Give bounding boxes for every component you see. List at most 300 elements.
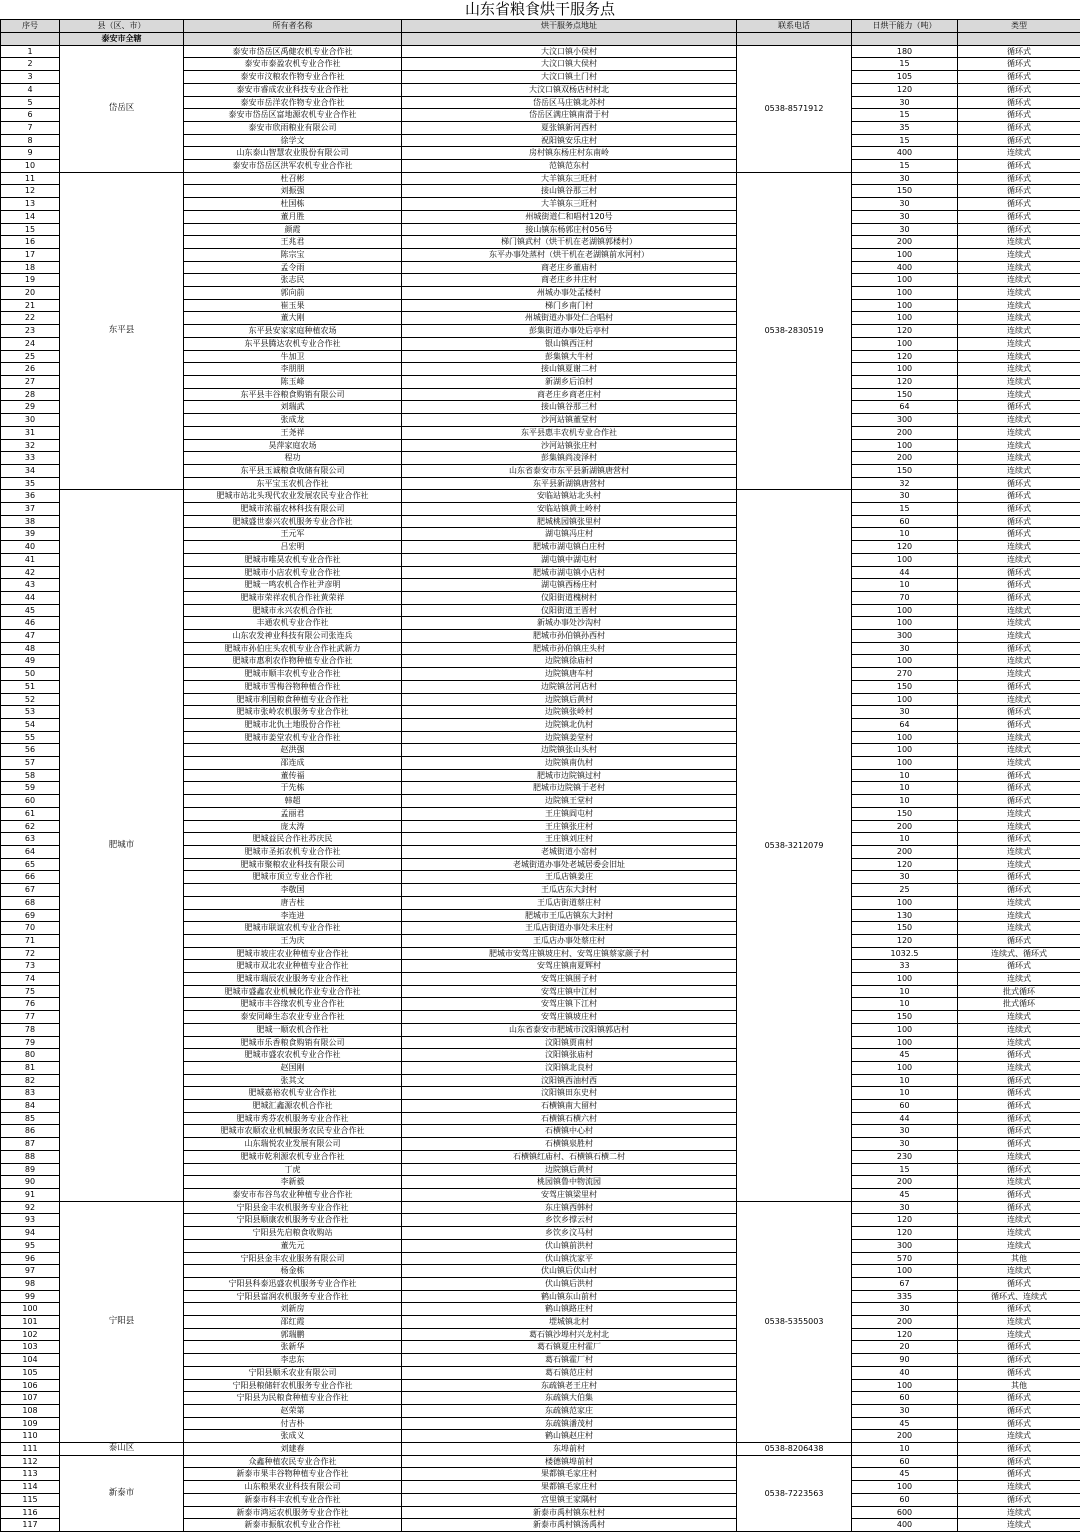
capacity-cell: 30 <box>852 871 958 884</box>
row-index: 91 <box>1 1188 60 1201</box>
address-cell: 东疏镇大伯集 <box>402 1392 737 1405</box>
type-cell: 连续式 <box>958 1150 1080 1163</box>
capacity-cell: 100 <box>852 1036 958 1049</box>
type-cell: 连续式 <box>958 630 1080 643</box>
address-cell: 边院镇张岭村 <box>402 706 737 719</box>
address-cell: 安临站镇黄土岭村 <box>402 503 737 516</box>
capacity-cell: 45 <box>852 1417 958 1430</box>
owner-cell: 泰安市汶粮农作物专业合作社 <box>184 71 402 84</box>
address-cell: 伏山镇前洪村 <box>402 1239 737 1252</box>
capacity-cell: 120 <box>852 1227 958 1240</box>
capacity-cell: 120 <box>852 934 958 947</box>
type-cell: 循环式 <box>958 1468 1080 1481</box>
row-index: 107 <box>1 1392 60 1405</box>
row-index: 52 <box>1 693 60 706</box>
owner-cell: 泰安市岳洋农作物专业合作社 <box>184 96 402 109</box>
address-cell: 王庄镇张庄村 <box>402 820 737 833</box>
row-index: 28 <box>1 388 60 401</box>
address-cell: 边院镇唐车村 <box>402 668 737 681</box>
capacity-cell: 30 <box>852 223 958 236</box>
capacity-cell: 15 <box>852 134 958 147</box>
owner-cell: 肥城市乾利源农机专业合作社 <box>184 1150 402 1163</box>
row-index: 109 <box>1 1417 60 1430</box>
capacity-cell: 20 <box>852 1341 958 1354</box>
row-index: 41 <box>1 553 60 566</box>
owner-cell: 郭向前 <box>184 287 402 300</box>
owner-cell: 庞太涛 <box>184 820 402 833</box>
table-row <box>1 45 1080 58</box>
row-index: 15 <box>1 223 60 236</box>
address-cell: 彭集镇大牛村 <box>402 350 737 363</box>
type-cell: 连续式 <box>958 337 1080 350</box>
capacity-cell: 10 <box>852 579 958 592</box>
owner-cell: 肥城市双北农业种植专业合作社 <box>184 960 402 973</box>
capacity-cell: 150 <box>852 464 958 477</box>
row-index: 59 <box>1 782 60 795</box>
capacity-cell: 100 <box>852 248 958 261</box>
capacity-cell: 120 <box>852 350 958 363</box>
row-index: 70 <box>1 922 60 935</box>
row-index: 11 <box>1 172 60 185</box>
capacity-cell: 40 <box>852 1366 958 1379</box>
owner-cell: 肥城市顶立专业合作社 <box>184 871 402 884</box>
address-cell: 伏山镇后伏山村 <box>402 1265 737 1278</box>
address-cell: 大汶口镇双杨店村村北 <box>402 83 737 96</box>
capacity-cell: 120 <box>852 1214 958 1227</box>
address-cell: 湖屯镇冯庄村 <box>402 528 737 541</box>
type-cell: 连续式 <box>958 147 1080 160</box>
type-cell: 循环式 <box>958 1100 1080 1113</box>
county-cell: 岱岳区 <box>60 45 184 172</box>
owner-cell: 新泰市振航农机专业合作社 <box>184 1519 402 1532</box>
capacity-cell: 70 <box>852 591 958 604</box>
type-cell: 循环式 <box>958 833 1080 846</box>
owner-cell: 丰通农机专业合作社 <box>184 617 402 630</box>
row-index: 12 <box>1 185 60 198</box>
capacity-cell: 150 <box>852 680 958 693</box>
address-cell: 东庄镇西韩村 <box>402 1201 737 1214</box>
type-cell: 循环式 <box>958 1443 1080 1456</box>
row-index: 43 <box>1 579 60 592</box>
capacity-cell: 120 <box>852 375 958 388</box>
owner-cell: 肥城市顺丰农机专业合作社 <box>184 668 402 681</box>
region-row <box>1 33 1080 46</box>
capacity-cell: 60 <box>852 1493 958 1506</box>
owner-cell: 新泰市果丰谷物种植专业合作社 <box>184 1468 402 1481</box>
type-cell: 连续式 <box>958 287 1080 300</box>
address-cell: 桃园镇鲁中物流园 <box>402 1176 737 1189</box>
type-cell: 连续式 <box>958 1011 1080 1024</box>
type-cell: 连续式 <box>958 757 1080 770</box>
capacity-cell: 150 <box>852 807 958 820</box>
row-index: 30 <box>1 414 60 427</box>
row-index: 26 <box>1 363 60 376</box>
row-index: 44 <box>1 591 60 604</box>
type-cell: 循环式 <box>958 109 1080 122</box>
type-cell: 连续式 <box>958 452 1080 465</box>
owner-cell: 肥城市北仇土地股份合作社 <box>184 718 402 731</box>
owner-cell: 泰安市岱岳区富地源农机专业合作社 <box>184 109 402 122</box>
capacity-cell: 100 <box>852 744 958 757</box>
address-cell: 王瓜店东大封村 <box>402 884 737 897</box>
owner-cell: 张其文 <box>184 1074 402 1087</box>
address-cell: 东平办事处蒸村（烘干机在老湖镇前水河村） <box>402 248 737 261</box>
capacity-cell: 100 <box>852 1061 958 1074</box>
address-cell: 肥城市边院镇过村 <box>402 769 737 782</box>
address-cell: 葛石镇夏庄村霍厂 <box>402 1341 737 1354</box>
type-cell: 循环式 <box>958 934 1080 947</box>
address-cell: 彭集街道办事处后亭村 <box>402 325 737 338</box>
type-cell: 连续式 <box>958 439 1080 452</box>
row-index: 7 <box>1 121 60 134</box>
row-index: 95 <box>1 1239 60 1252</box>
owner-cell: 新泰市鸿运农机服务专业合作社 <box>184 1506 402 1519</box>
type-cell: 连续式 <box>958 426 1080 439</box>
address-cell: 王瓜店街道办事处未庄村 <box>402 922 737 935</box>
owner-cell: 宁阳县金丰农机服务专业合作社 <box>184 1201 402 1214</box>
owner-cell: 赵国刚 <box>184 1061 402 1074</box>
capacity-cell: 45 <box>852 1049 958 1062</box>
owner-cell: 肥城市盛农农机专业合作社 <box>184 1049 402 1062</box>
type-cell: 连续式 <box>958 655 1080 668</box>
capacity-cell: 200 <box>852 1176 958 1189</box>
capacity-cell: 100 <box>852 363 958 376</box>
row-index: 9 <box>1 147 60 160</box>
owner-cell: 刘瑞武 <box>184 401 402 414</box>
type-cell: 连续式 <box>958 312 1080 325</box>
capacity-cell: 100 <box>852 1023 958 1036</box>
row-index: 75 <box>1 985 60 998</box>
row-index: 99 <box>1 1290 60 1303</box>
type-cell: 连续式 <box>958 1239 1080 1252</box>
row-index: 48 <box>1 642 60 655</box>
type-cell: 连续式 <box>958 388 1080 401</box>
row-index: 23 <box>1 325 60 338</box>
row-index: 22 <box>1 312 60 325</box>
owner-cell: 泰安市岱岳区禹健农机专业合作社 <box>184 45 402 58</box>
type-cell: 连续式 <box>958 1430 1080 1443</box>
row-index: 31 <box>1 426 60 439</box>
phone-cell: 0538-2830519 <box>737 172 852 490</box>
address-cell: 老城街道办事处老城居委会旧址 <box>402 858 737 871</box>
type-cell: 循环式 <box>958 1277 1080 1290</box>
capacity-cell: 180 <box>852 45 958 58</box>
row-index: 83 <box>1 1087 60 1100</box>
row-index: 10 <box>1 160 60 173</box>
capacity-cell: 30 <box>852 490 958 503</box>
address-cell: 楼德镇埠前村 <box>402 1455 737 1468</box>
row-index: 57 <box>1 757 60 770</box>
owner-cell: 崔玉果 <box>184 299 402 312</box>
address-cell: 安驾庄镇下江村 <box>402 998 737 1011</box>
type-cell: 循环式 <box>958 83 1080 96</box>
county-cell: 泰山区 <box>60 1443 184 1456</box>
address-cell: 大汶口镇小侯村 <box>402 45 737 58</box>
owner-cell: 肥城汇鑫源农机合作社 <box>184 1100 402 1113</box>
capacity-cell: 30 <box>852 1404 958 1417</box>
type-cell: 循环式 <box>958 401 1080 414</box>
capacity-cell: 200 <box>852 1316 958 1329</box>
address-cell: 房村镇东杨庄村东南岭 <box>402 147 737 160</box>
address-cell: 仪阳街道槐树村 <box>402 591 737 604</box>
table-row <box>1 1455 1080 1468</box>
capacity-cell: 10 <box>852 528 958 541</box>
row-index: 20 <box>1 287 60 300</box>
row-index: 39 <box>1 528 60 541</box>
owner-cell: 邵红霞 <box>184 1316 402 1329</box>
capacity-cell: 120 <box>852 325 958 338</box>
capacity-cell: 10 <box>852 795 958 808</box>
row-index: 6 <box>1 109 60 122</box>
address-cell: 葛石镇霍厂村 <box>402 1354 737 1367</box>
row-index: 47 <box>1 630 60 643</box>
owner-cell: 新泰市科丰农机专业合作社 <box>184 1493 402 1506</box>
owner-cell: 杜国栋 <box>184 198 402 211</box>
row-index: 64 <box>1 846 60 859</box>
row-index: 114 <box>1 1481 60 1494</box>
address-cell: 梯门乡南门村 <box>402 299 737 312</box>
type-cell: 连续式 <box>958 858 1080 871</box>
owner-cell: 宁阳县顺禾农业有限公司 <box>184 1366 402 1379</box>
type-cell: 连续式 <box>958 731 1080 744</box>
row-index: 94 <box>1 1227 60 1240</box>
row-index: 29 <box>1 401 60 414</box>
owner-cell: 肥城市姜堂农机专业合作社 <box>184 731 402 744</box>
owner-cell: 牛加卫 <box>184 350 402 363</box>
owner-cell: 肥城市张岭农机服务专业合作社 <box>184 706 402 719</box>
capacity-cell: 25 <box>852 884 958 897</box>
address-cell: 肥城市孙伯镇庄头村 <box>402 642 737 655</box>
owner-cell: 肥城市站北头现代农业发展农民专业合作社 <box>184 490 402 503</box>
address-cell: 东平县新湖镇唐营村 <box>402 477 737 490</box>
row-index: 38 <box>1 515 60 528</box>
header-address: 烘干服务点地址 <box>402 20 737 33</box>
type-cell: 循环式 <box>958 1404 1080 1417</box>
type-cell: 连续式 <box>958 375 1080 388</box>
owner-cell: 韩超 <box>184 795 402 808</box>
owner-cell: 泰安市睿成农业科技专业合作社 <box>184 83 402 96</box>
row-index: 79 <box>1 1036 60 1049</box>
capacity-cell: 60 <box>852 515 958 528</box>
address-cell: 安驾庄镇围子村 <box>402 973 737 986</box>
type-cell: 连续式 <box>958 325 1080 338</box>
row-index: 101 <box>1 1316 60 1329</box>
type-cell: 循环式 <box>958 490 1080 503</box>
owner-cell: 肥城市唯昊农机专业合作社 <box>184 553 402 566</box>
capacity-cell: 10 <box>852 782 958 795</box>
row-index: 66 <box>1 871 60 884</box>
type-cell: 连续式 <box>958 1265 1080 1278</box>
type-cell: 循环式 <box>958 1138 1080 1151</box>
address-cell: 湖屯镇中湖屯村 <box>402 553 737 566</box>
address-cell: 王瓜店镇姜庄 <box>402 871 737 884</box>
address-cell: 商老庄乡商老庄村 <box>402 388 737 401</box>
address-cell: 商老庄乡井庄村 <box>402 274 737 287</box>
address-cell: 安临站镇站北头村 <box>402 490 737 503</box>
row-index: 96 <box>1 1252 60 1265</box>
type-cell: 连续式 <box>958 541 1080 554</box>
type-cell: 连续式 <box>958 464 1080 477</box>
header-index: 序号 <box>1 20 60 33</box>
row-index: 46 <box>1 617 60 630</box>
capacity-cell: 200 <box>852 426 958 439</box>
owner-cell: 宁阳县顺康农机服务专业合作社 <box>184 1214 402 1227</box>
owner-cell: 山东瑞悦农业发展有限公司 <box>184 1138 402 1151</box>
table-row <box>1 490 1080 503</box>
row-index: 61 <box>1 807 60 820</box>
type-cell: 循环式 <box>958 1417 1080 1430</box>
type-cell: 循环式 <box>958 680 1080 693</box>
owner-cell: 肥城市丰谷缘农机专业合作社 <box>184 998 402 1011</box>
address-cell: 老城街道小窑村 <box>402 846 737 859</box>
type-cell: 连续式 <box>958 909 1080 922</box>
row-index: 14 <box>1 210 60 223</box>
owner-cell: 肥城市乐香粮食购销有限公司 <box>184 1036 402 1049</box>
address-cell: 汶阳镇北良村 <box>402 1061 737 1074</box>
row-index: 24 <box>1 337 60 350</box>
row-index: 25 <box>1 350 60 363</box>
capacity-cell: 15 <box>852 109 958 122</box>
address-cell: 肥城市湖屯镇小店村 <box>402 566 737 579</box>
capacity-cell: 100 <box>852 617 958 630</box>
capacity-cell: 230 <box>852 1150 958 1163</box>
capacity-cell: 100 <box>852 287 958 300</box>
row-index: 76 <box>1 998 60 1011</box>
type-cell: 循环式 <box>958 1366 1080 1379</box>
type-cell: 连续式 <box>958 1506 1080 1519</box>
capacity-cell: 100 <box>852 439 958 452</box>
type-cell: 连续式 <box>958 1023 1080 1036</box>
capacity-cell: 100 <box>852 312 958 325</box>
address-cell: 祝阳镇安乐庄村 <box>402 134 737 147</box>
address-cell: 汶阳镇张庙村 <box>402 1049 737 1062</box>
owner-cell: 赵洪强 <box>184 744 402 757</box>
capacity-cell: 200 <box>852 820 958 833</box>
owner-cell: 杨金栋 <box>184 1265 402 1278</box>
capacity-cell: 100 <box>852 604 958 617</box>
row-index: 72 <box>1 947 60 960</box>
type-cell: 循环式 <box>958 718 1080 731</box>
capacity-cell: 60 <box>852 1455 958 1468</box>
type-cell: 循环式 <box>958 884 1080 897</box>
row-index: 32 <box>1 439 60 452</box>
owner-cell: 李连进 <box>184 909 402 922</box>
type-cell: 循环式 <box>958 223 1080 236</box>
capacity-cell: 100 <box>852 337 958 350</box>
capacity-cell: 30 <box>852 210 958 223</box>
owner-cell: 山东泰山智慧农业股份有限公司 <box>184 147 402 160</box>
address-cell: 肥城市安驾庄镇坡庄村、安驾庄镇蔡家颜子村 <box>402 947 737 960</box>
address-cell: 石横镇南大留村 <box>402 1100 737 1113</box>
type-cell: 连续式 <box>958 973 1080 986</box>
row-index: 87 <box>1 1138 60 1151</box>
address-cell: 伏山镇后洪村 <box>402 1277 737 1290</box>
owner-cell: 宁阳县富润农机服务专业合作社 <box>184 1290 402 1303</box>
row-index: 5 <box>1 96 60 109</box>
address-cell: 鹤山镇东山前村 <box>402 1290 737 1303</box>
address-cell: 王瓜店街道蔡庄村 <box>402 896 737 909</box>
type-cell: 循环式 <box>958 477 1080 490</box>
type-cell: 循环式 <box>958 591 1080 604</box>
address-cell: 新泰市禹村镇东杜村 <box>402 1506 737 1519</box>
address-cell: 果都镇毛家庄村 <box>402 1481 737 1494</box>
row-index: 73 <box>1 960 60 973</box>
address-cell: 王庄镇阎屯村 <box>402 807 737 820</box>
capacity-cell: 300 <box>852 630 958 643</box>
owner-cell: 东平县玉诚粮食收储有限公司 <box>184 464 402 477</box>
address-cell: 州城街道仁和唱村120号 <box>402 210 737 223</box>
row-index: 116 <box>1 1506 60 1519</box>
address-cell: 伏山镇沈家平 <box>402 1252 737 1265</box>
drying-points-table <box>0 19 1080 1532</box>
header-row <box>1 20 1080 33</box>
owner-cell: 孟令雨 <box>184 261 402 274</box>
address-cell: 边院镇后黄村 <box>402 693 737 706</box>
owner-cell: 肥城市荣祥农机合作社黄荣祥 <box>184 591 402 604</box>
owner-cell: 肥城嘉裕农机专业合作社 <box>184 1087 402 1100</box>
row-index: 90 <box>1 1176 60 1189</box>
capacity-cell: 100 <box>852 757 958 770</box>
header-county: 县（区、市） <box>60 20 184 33</box>
row-index: 77 <box>1 1011 60 1024</box>
address-cell: 山东省泰安市肥城市汶阳镇郭店村 <box>402 1023 737 1036</box>
address-cell: 接山镇夏谢二村 <box>402 363 737 376</box>
capacity-cell: 100 <box>852 693 958 706</box>
address-cell: 鹤山镇路庄村 <box>402 1303 737 1316</box>
capacity-cell: 35 <box>852 121 958 134</box>
capacity-cell: 270 <box>852 668 958 681</box>
owner-cell: 众鑫种植农民专业合作社 <box>184 1455 402 1468</box>
type-cell: 连续式 <box>958 363 1080 376</box>
capacity-cell: 150 <box>852 1011 958 1024</box>
type-cell: 连续式 <box>958 693 1080 706</box>
row-index: 62 <box>1 820 60 833</box>
type-cell: 循环式、连续式 <box>958 1290 1080 1303</box>
owner-cell: 泰安市布谷鸟农业种植专业合作社 <box>184 1188 402 1201</box>
owner-cell: 肥城市秀芬农机服务专业合作社 <box>184 1112 402 1125</box>
type-cell: 其他 <box>958 1379 1080 1392</box>
row-index: 82 <box>1 1074 60 1087</box>
phone-cell: 0538-7223563 <box>737 1455 852 1531</box>
type-cell: 循环式 <box>958 1455 1080 1468</box>
owner-cell: 肥城市聚粮农业科技有限公司 <box>184 858 402 871</box>
capacity-cell: 64 <box>852 718 958 731</box>
row-index: 55 <box>1 731 60 744</box>
address-cell: 石横镇石横六村 <box>402 1112 737 1125</box>
capacity-cell: 10 <box>852 1087 958 1100</box>
header-owner: 所有者名称 <box>184 20 402 33</box>
capacity-cell: 67 <box>852 1277 958 1290</box>
address-cell: 汶阳镇贾南村 <box>402 1036 737 1049</box>
row-index: 80 <box>1 1049 60 1062</box>
region-label: 泰安市全辖 <box>60 33 184 46</box>
capacity-cell: 30 <box>852 1201 958 1214</box>
row-index: 3 <box>1 71 60 84</box>
owner-cell: 宁阳县粮储轩农机服务专业合作社 <box>184 1379 402 1392</box>
row-index: 2 <box>1 58 60 71</box>
owner-cell: 肥城益民合作社苏庆民 <box>184 833 402 846</box>
capacity-cell: 100 <box>852 731 958 744</box>
address-cell: 边院镇徐庙村 <box>402 655 737 668</box>
phone-cell: 0538-5355003 <box>737 1201 852 1442</box>
owner-cell: 董先元 <box>184 1239 402 1252</box>
address-cell: 汶阳镇田东史村 <box>402 1087 737 1100</box>
type-cell: 连续式 <box>958 1316 1080 1329</box>
row-index: 16 <box>1 236 60 249</box>
type-cell: 连续式 <box>958 236 1080 249</box>
address-cell: 岱岳区满庄镇南滑于村 <box>402 109 737 122</box>
owner-cell: 肥城市小店农机专业合作社 <box>184 566 402 579</box>
